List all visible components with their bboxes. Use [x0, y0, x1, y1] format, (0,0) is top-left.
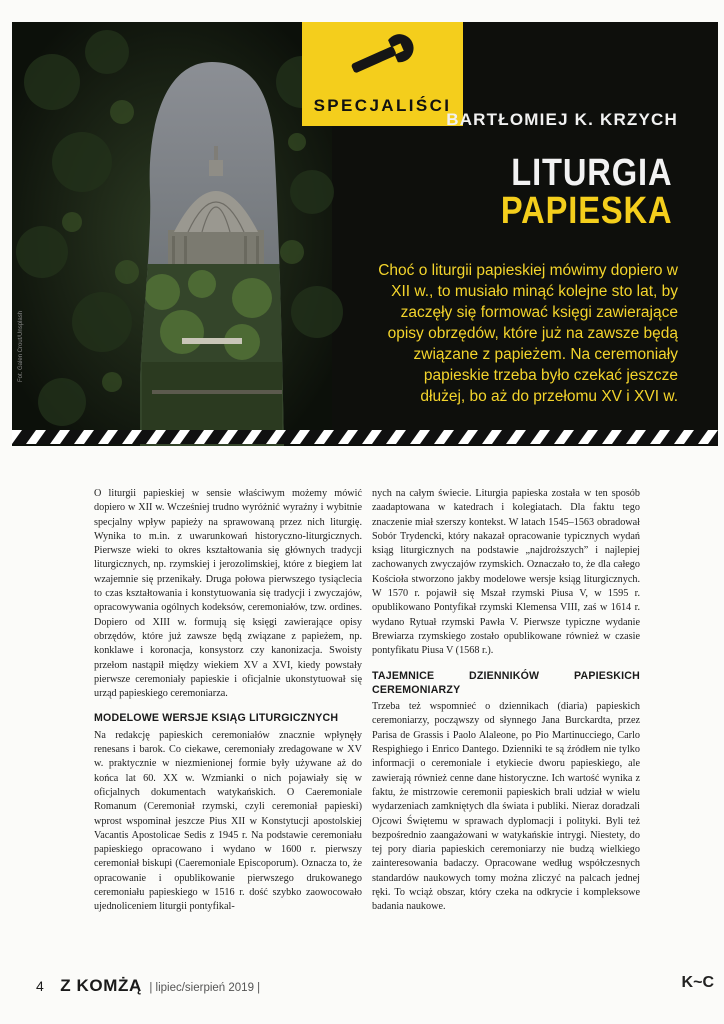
section-heading-1: MODELOWE WERSJE KSIĄG LITURGICZNYCH — [94, 712, 339, 725]
section-badge — [302, 22, 463, 126]
section-text-2: Trzeba też wspomnieć o dziennikach (diaria) papieskich ceremoniarzy, począwszy od słynnego Jana Burckardta, przez Parisa de Grassis i Paolo Alaleone, po Pio Martinucciego, Carlo Respighiego i Enrico Dantego. Dzienniki te są źródłem nie tylko informacji o ceremoniale i etykiecie dworu papieskiego, ale zawierają również cenne dane historyczne. Ich wartość wynika z faktu, że mistrzowie ceremonii papieskich brali udział w wielu wydarzeniach zamkniętych dla świata i publiki. Nieraz doradzali Ojcowi Świętemu w sprawach dyplomacji i polityki. Byli też bezpośrednio zaangażowani w watykańskie intrygi. Niestety, do tej pory diaria papieskich ceremoniarzy nie budzą wielkiego zainteresowania badaczy. Opracowane według współczesnych standardów naukowych tomy można zliczyć na palcach jednej ręki. To wciąż obszar, który czeka na odkrycie i kompleksowe badania naukowe. — [372, 701, 640, 913]
section-text-1-continued: nych na całym świecie. Liturgia papieska została w ten sposób zaadaptowana w katedrach i kolegiatach. Dla faktu tego znaczenie miał szerszy kontekst. W latach 1545–1563 obradował Sobór Trydencki, który nakazał opracowanie typicznych wydań ksiąg liturgicznych na podstawie „najdroższych” i najlepiej zachowanych zwyczajów rzymskich. Oznaczało to, że dla całego Kościoła stworzono jakby modelowe wersje ksiąg liturgicznych. W 1570 r. pojawił się Mszał rzymski Piusa V, w 1595 r. opublikowano Pontyfikał rzymski Klemensa VIII, zaś w 1614 r. wydano Rytuał rzymski Pawła V. Pierwsze typiczne wydanie Brewiarza rzymskiego zostało opublikowane również w czasie pontyfikatu Piusa V (1568 r.). — [372, 488, 640, 657]
issue-date: | lipiec/sierpień 2019 | — [149, 982, 261, 994]
article-title-line1: LITURGIA — [510, 152, 672, 194]
magazine-name: Z KOMŻĄ — [60, 976, 142, 995]
article-intro: O liturgii papieskiej w sensie właściwym możemy mówić dopiero w XII w. Wcześniej trudno wyróżnić wyraźny i wybitnie specjalny wpływ papieży na sprawowaną przez nich liturgię. Wynika to m.in. z uwarunkowań historyczno-liturgicznych. Pierwsze wieki to okres kształtowania się głównych tradycji liturgicznych, np. rzymskiej i jerozolimskiej, które z biegiem lat wzajemnie się przenikały. Druga połowa pierwszego tysiąclecia to czas kształtowania i konstytuowania się tradycji i zwyczajów, opracowywania ogólnych kodeksów, ceremoniałów, tzw. ordines. Dopiero od XIII w. formują się księgi zawierające opisy obrzędów, które już zawsze będą związane z papieżem, np. konklawe i koronacja, konsystorz czy kanonizacja. Swoisty przełom nastąpił między wiekiem XV a XVI, kiedy powstały pierwsze ceremoniały papieskie i oficjalnie ukonstytuował się urząd papieskiego ceremoniarza. — [94, 488, 362, 700]
article-lead: Choć o liturgii papieskiej mówimy dopiero w XII w., to musiało minąć kolejne sto lat, by zaczęły się formować księgi zawierające opisy obrzędów, które już na zawsze będą związane z papieżem. Na ceremoniały papieskie trzeba było czekać jeszcze dłużej, bo aż do przełomu XV i XVI w. — [378, 262, 678, 405]
page-number: 4 — [36, 978, 44, 994]
section-heading-2: TAJEMNICE DZIENNIKÓW PAPIESKICH CEREMONIARZY — [372, 669, 640, 696]
article-column-right — [372, 487, 640, 915]
header-banner — [12, 22, 718, 446]
wrench-icon — [344, 34, 420, 78]
publisher-logo: K~C — [681, 974, 714, 991]
author-name: BARTŁOMIEJ K. KRZYCH — [446, 110, 678, 129]
article-column-left — [94, 487, 362, 915]
hazard-stripe-border — [12, 430, 718, 444]
photo-credit: Fot. Galen Crout/Unsplash — [18, 310, 24, 382]
section-label: SPECJALIŚCI — [313, 96, 452, 115]
section-text-1: Na redakcję papieskich ceremoniałów znacznie wpłynęły renesans i barok. Co ciekawe, ceremoniały zredagowane w XV w. praktycznie w niezmienionej formie były używane aż do końca lat 60. XX w. Wzmianki o nich pojawiały się w oficjalnych dokumentach watykańskich. O Caeremoniale Romanum (Ceremoniał rzymski, czyli ceremoniał papieski) wprost wspominał jeszcze Pius XII w Konstytucji apostolskiej Vacantis Apostolicae Sedis z 1945 r. Na podstawie ceremoniału papieskiego opracowano i wydano w 1600 r. pierwszy ceremoniał biskupi (Caeremoniale Episcoporum). Oznacza to, że opracowanie i opublikowanie pierwszego drukowanego ceremoniału papieskiego w 1516 r. dość szybko zaowocowało ujednoliceniem liturgii pontyfikal- — [94, 729, 362, 913]
page-footer — [36, 976, 260, 996]
article-title-line2: PAPIESKA — [500, 190, 672, 232]
